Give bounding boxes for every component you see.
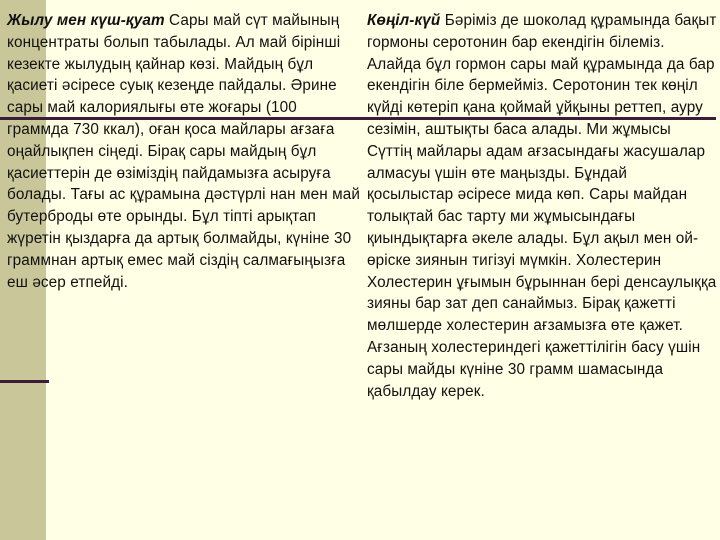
- left-column-heading: Жылу мен күш-қуат: [7, 12, 165, 29]
- side-accent-line: [0, 380, 49, 383]
- right-column-heading: Көңіл-күй: [367, 12, 441, 29]
- right-text-column: [367, 10, 717, 402]
- right-column-body: Бәріміз де шоколад құрамында бақыт гормоны серотонин бар екендігін білеміз. Алайда бұл гормон сары май құрамында да бар екендігін біле бермейміз. Серотонин тек көңіл күйді көтеріп қана қоймай ұйқыны реттеп, ауру сезімін, аштықты баса алады. Ми жұмысы Сүттің майлары адам ағзасындағы жасушалар алмасуы үшін өте маңызды. Бұндай қосылыстар әсіресе мида көп. Сары майдан толықтай бас тарту ми жұмысындағы қиындықтарға әкеле алады. Бұл ақыл мен ой-өріске зиянын тигізуі мүмкін. Холестерин Холестерин ұғымын бұрыннан бері денсаулыққа зияны бар зат деп санаймыз. Бірақ қажетті мөлшерде холестерин ағзамызға өте қажет. Ағзаның холестериндегі қажеттілігін басу үшін сары майды күніне 30 грамм шамасында қабылдау керек.: [367, 12, 717, 400]
- left-column-body: Сары май сүт майының концентраты болып табылады. Ал май бірінші кезекте жылудың қайнар көзі. Майдың бұл қасиеті әсіресе суық кезеңде пайдалы. Әрине сары май калориялығы өте жоғары (100 граммда 730 ккал), оған қоса майлары ағзаға оңайлықпен сіңеді. Бірақ сары майдың бұл қасиеттерін де өзіміздің пайдамызға асыруға болады. Тағы ас құрамына дәстүрлі нан мен май бутерброды өте орынды. Бұл тіпті арықтап жүретін қыздарға да артық болмайды, күніне 30 граммнан артық емес май сіздің салмағыңызға еш әсер етпейді.: [7, 12, 360, 291]
- left-text-column: [7, 10, 362, 293]
